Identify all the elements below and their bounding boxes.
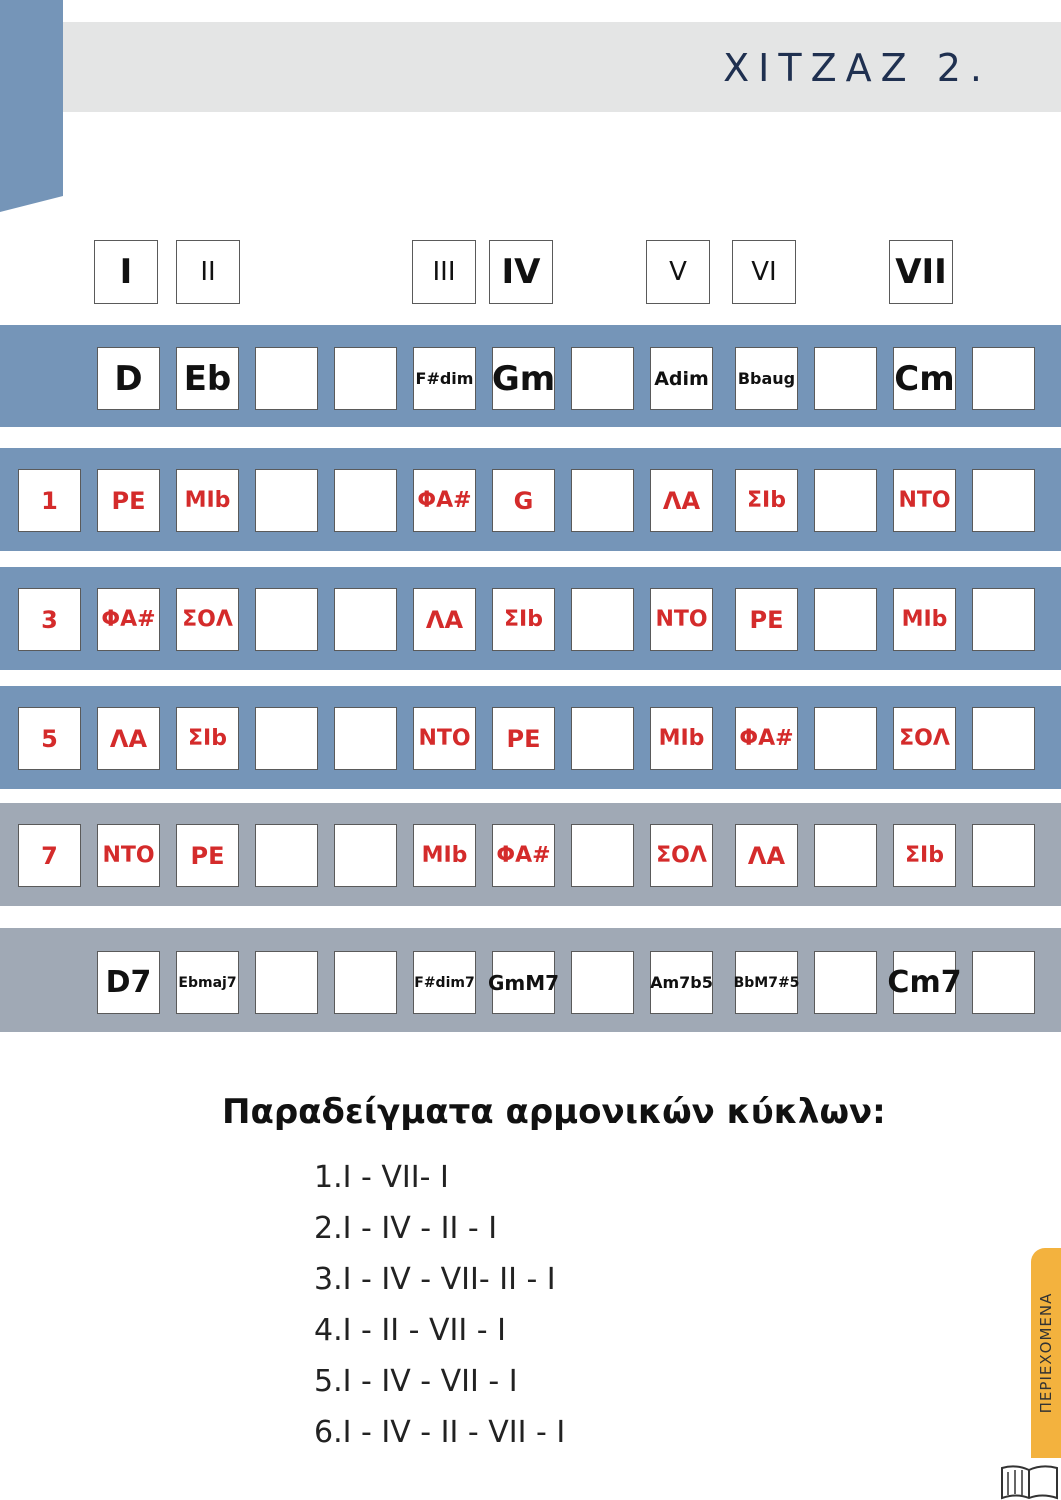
list-item: 5.I - IV - VII - I [314,1364,518,1399]
empty-cell [814,951,877,1014]
empty-cell [972,347,1035,410]
degree-box-vii: VII [889,240,953,304]
note-cell: ΛΑ [735,824,798,887]
seventh-chord-cell: Am7b5 [650,951,713,1014]
note-cell: ΜΙb [176,469,239,532]
interval-label: 3 [18,588,81,651]
list-item: 3.I - IV - VII- II - I [314,1262,556,1297]
empty-cell [814,347,877,410]
list-item: 6.I - IV - II - VII - I [314,1415,566,1450]
empty-cell [334,347,397,410]
chord-cell: Bbaug [735,347,798,410]
degree-box-ii: II [176,240,240,304]
empty-cell [814,588,877,651]
list-item: 2.I - IV - II - I [314,1211,498,1246]
empty-cell [972,707,1035,770]
seventh-chord-cell: GmM7 [492,951,555,1014]
open-book-icon[interactable] [998,1462,1061,1500]
empty-cell [255,347,318,410]
note-cell: G [492,469,555,532]
seventh-chord-cell: BbM7#5 [735,951,798,1014]
empty-cell [972,824,1035,887]
empty-cell [334,588,397,651]
note-cell: ΛΑ [650,469,713,532]
seventh-chord-cell: Ebmaj7 [176,951,239,1014]
interval-label: 1 [18,469,81,532]
page-title: ΧΙΤΖΑΖ 2. [723,46,991,90]
note-cell: ΦΑ# [492,824,555,887]
empty-cell [814,824,877,887]
note-cell: ΣΙb [893,824,956,887]
note-cell: ΜΙb [413,824,476,887]
note-cell: ΡΕ [735,588,798,651]
list-item: 1.I - VII- I [314,1160,449,1195]
seventh-chord-cell: D7 [97,951,160,1014]
empty-cell [571,951,634,1014]
chord-cell: Adim [650,347,713,410]
note-cell: ΦΑ# [97,588,160,651]
empty-cell [571,824,634,887]
note-cell: ΛΑ [413,588,476,651]
empty-cell [571,469,634,532]
empty-cell [972,588,1035,651]
empty-cell [814,707,877,770]
degree-box-iii: III [412,240,476,304]
chord-cell: D [97,347,160,410]
empty-cell [255,588,318,651]
list-item: 4.I - II - VII - I [314,1313,506,1348]
note-cell: ΣΟΛ [893,707,956,770]
empty-cell [255,951,318,1014]
chord-cell: F#dim [413,347,476,410]
empty-cell [334,707,397,770]
note-cell: ΡΕ [97,469,160,532]
examples-title: Παραδείγματα αρμονικών κύκλων: [222,1092,886,1132]
note-cell: ΣΙb [735,469,798,532]
empty-cell [334,824,397,887]
note-cell: ΝΤΟ [413,707,476,770]
note-cell: ΦΑ# [735,707,798,770]
empty-cell [255,824,318,887]
interval-label: 5 [18,707,81,770]
note-cell: ΣΟΛ [650,824,713,887]
chord-cell: Gm [492,347,555,410]
note-cell: ΣΟΛ [176,588,239,651]
empty-cell [255,707,318,770]
empty-cell [972,951,1035,1014]
seventh-chord-cell: Cm7 [893,951,956,1014]
chord-cell: Eb [176,347,239,410]
contents-tab[interactable] [1031,1248,1061,1458]
seventh-chord-cell: F#dim7 [413,951,476,1014]
empty-cell [571,707,634,770]
note-cell: ΜΙb [650,707,713,770]
degree-box-iv: IV [489,240,553,304]
note-cell: ΣΙb [492,588,555,651]
note-cell: ΝΤΟ [650,588,713,651]
degree-box-v: V [646,240,710,304]
note-cell: ΦΑ# [413,469,476,532]
empty-cell [571,588,634,651]
corner-decoration [0,0,63,212]
empty-cell [334,951,397,1014]
note-cell: ΡΕ [176,824,239,887]
note-cell: ΝΤΟ [893,469,956,532]
degree-box-i: I [94,240,158,304]
empty-cell [255,469,318,532]
empty-cell [972,469,1035,532]
degree-box-vi: VI [732,240,796,304]
contents-tab-label: ΠΕΡΙΕΧΟΜΕΝΑ [1037,1292,1055,1414]
chord-cell: Cm [893,347,956,410]
note-cell: ΣΙb [176,707,239,770]
empty-cell [334,469,397,532]
empty-cell [571,347,634,410]
empty-cell [814,469,877,532]
note-cell: ΛΑ [97,707,160,770]
note-cell: ΝΤΟ [97,824,160,887]
examples-list [314,1152,565,1458]
note-cell: ΜΙb [893,588,956,651]
note-cell: ΡΕ [492,707,555,770]
interval-label: 7 [18,824,81,887]
